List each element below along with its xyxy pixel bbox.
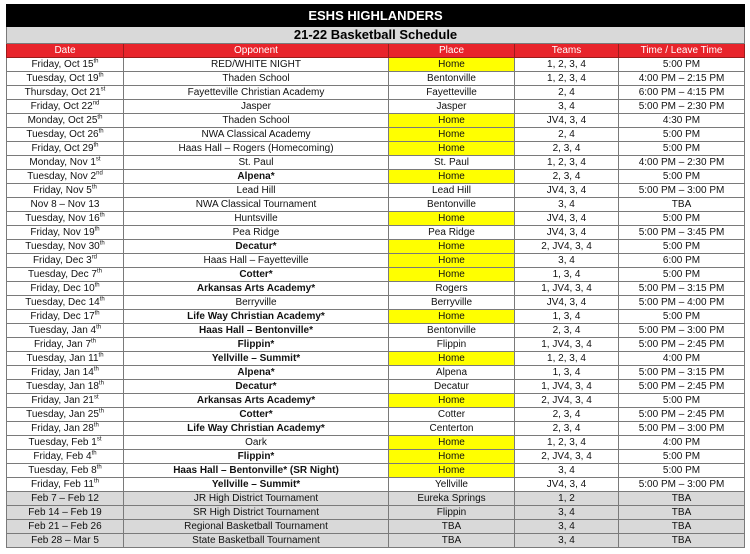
- game-teams: 2, 3, 4: [515, 170, 619, 184]
- game-date-text: Tuesday, Oct 26: [26, 129, 99, 140]
- date-ordinal-suffix: th: [98, 380, 104, 387]
- game-time: TBA: [619, 198, 745, 212]
- game-place: Home: [389, 268, 515, 282]
- game-place: Home: [389, 394, 515, 408]
- game-place: Jasper: [389, 100, 515, 114]
- game-date-text: Tuesday, Dec 7: [28, 269, 97, 280]
- game-time: 5:00 PM: [619, 142, 745, 156]
- date-ordinal-suffix: th: [94, 282, 100, 289]
- game-time: 5:00 PM – 3:00 PM: [619, 324, 745, 338]
- tournament-teams: 1, 2: [515, 492, 619, 506]
- game-teams: 1, JV4, 3, 4: [515, 282, 619, 296]
- game-opponent: Pea Ridge: [124, 226, 389, 240]
- game-row: [7, 394, 745, 408]
- game-time: 5:00 PM – 3:00 PM: [619, 422, 745, 436]
- game-teams: JV4, 3, 4: [515, 478, 619, 492]
- game-date: [7, 422, 124, 436]
- game-date: [7, 184, 124, 198]
- header-place: Place: [389, 44, 515, 58]
- game-row: [7, 240, 745, 254]
- game-place: Bentonville: [389, 324, 515, 338]
- game-place: Bentonville: [389, 198, 515, 212]
- date-ordinal-suffix: st: [96, 436, 102, 443]
- game-row: [7, 114, 745, 128]
- game-date: [7, 254, 124, 268]
- game-date-text: Friday, Nov 19: [30, 227, 95, 238]
- game-place: Home: [389, 114, 515, 128]
- date-ordinal-suffix: th: [91, 184, 97, 191]
- date-ordinal-suffix: th: [98, 128, 104, 135]
- game-opponent: NWA Classical Academy: [124, 128, 389, 142]
- game-time: 5:00 PM: [619, 310, 745, 324]
- game-place: Home: [389, 352, 515, 366]
- date-ordinal-suffix: rd: [91, 254, 98, 261]
- game-date: [7, 282, 124, 296]
- game-date: [7, 450, 124, 464]
- date-ordinal-suffix: th: [98, 72, 104, 79]
- game-date: [7, 156, 124, 170]
- tournament-time: TBA: [619, 520, 745, 534]
- game-row: [7, 226, 745, 240]
- game-date: [7, 394, 124, 408]
- game-place: Home: [389, 254, 515, 268]
- tournament-place: Eureka Springs: [389, 492, 515, 506]
- tournament-date: Feb 21 – Feb 26: [7, 520, 124, 534]
- tournament-date: Feb 28 – Mar 5: [7, 534, 124, 548]
- game-date: [7, 296, 124, 310]
- game-time: 5:00 PM – 4:00 PM: [619, 296, 745, 310]
- tournament-name: Regional Basketball Tournament: [124, 520, 389, 534]
- tournament-place: TBA: [389, 520, 515, 534]
- date-ordinal-suffix: th: [91, 338, 97, 345]
- tournament-name: SR High District Tournament: [124, 506, 389, 520]
- game-date-text: Thursday, Oct 21: [24, 87, 101, 98]
- date-ordinal-suffix: th: [99, 212, 105, 219]
- game-date: [7, 338, 124, 352]
- game-opponent: Haas Hall – Bentonville*: [124, 324, 389, 338]
- game-place: Home: [389, 436, 515, 450]
- game-date: [7, 142, 124, 156]
- game-date-text: Friday, Jan 14: [31, 367, 94, 378]
- game-place: Rogers: [389, 282, 515, 296]
- tournament-place: Flippin: [389, 506, 515, 520]
- game-date: [7, 72, 124, 86]
- game-date-text: Friday, Feb 4: [33, 451, 92, 462]
- date-ordinal-suffix: th: [96, 324, 102, 331]
- game-time: 5:00 PM – 3:00 PM: [619, 184, 745, 198]
- game-place: Home: [389, 58, 515, 72]
- tournament-date: Feb 14 – Feb 19: [7, 506, 124, 520]
- game-date-text: Friday, Oct 29: [31, 143, 94, 154]
- game-date-text: Nov 8 – Nov 13: [30, 199, 100, 210]
- game-date: [7, 464, 124, 478]
- game-time: 5:00 PM – 2:45 PM: [619, 338, 745, 352]
- game-place: St. Paul: [389, 156, 515, 170]
- date-ordinal-suffix: th: [93, 366, 99, 373]
- game-date-text: Tuesday, Feb 1: [28, 437, 97, 448]
- game-row: [7, 324, 745, 338]
- game-row: [7, 436, 745, 450]
- game-opponent: Huntsville: [124, 212, 389, 226]
- game-date-text: Tuesday, Jan 4: [28, 325, 97, 336]
- game-date: [7, 212, 124, 226]
- game-row: [7, 58, 745, 72]
- game-opponent: Haas Hall – Fayetteville: [124, 254, 389, 268]
- game-place: Flippin: [389, 338, 515, 352]
- tournament-time: TBA: [619, 506, 745, 520]
- game-time: 4:00 PM: [619, 352, 745, 366]
- game-opponent: Decatur*: [124, 380, 389, 394]
- game-row: [7, 156, 745, 170]
- game-date-text: Friday, Oct 15: [31, 59, 94, 70]
- game-teams: 2, 3, 4: [515, 324, 619, 338]
- game-time: 6:00 PM – 4:15 PM: [619, 86, 745, 100]
- game-place: Home: [389, 142, 515, 156]
- tournament-teams: 3, 4: [515, 520, 619, 534]
- game-time: 4:00 PM – 2:30 PM: [619, 156, 745, 170]
- date-ordinal-suffix: th: [93, 58, 99, 65]
- game-time: 5:00 PM: [619, 170, 745, 184]
- game-row: [7, 338, 745, 352]
- game-row: [7, 352, 745, 366]
- game-teams: 3, 4: [515, 254, 619, 268]
- date-ordinal-suffix: th: [91, 450, 97, 457]
- game-date-text: Friday, Jan 21: [31, 395, 94, 406]
- game-teams: 1, 2, 3, 4: [515, 58, 619, 72]
- game-opponent: NWA Classical Tournament: [124, 198, 389, 212]
- game-time: 5:00 PM: [619, 394, 745, 408]
- game-date: [7, 114, 124, 128]
- game-teams: 3, 4: [515, 198, 619, 212]
- tournament-row: [7, 534, 745, 548]
- game-time: 5:00 PM – 2:45 PM: [619, 380, 745, 394]
- game-date-text: Friday, Feb 11: [30, 479, 94, 490]
- game-date-text: Friday, Dec 17: [30, 311, 95, 322]
- game-teams: 2, 4: [515, 86, 619, 100]
- game-date-text: Tuesday, Feb 8: [28, 465, 97, 476]
- game-date-text: Tuesday, Oct 19: [26, 73, 99, 84]
- game-date: [7, 198, 124, 212]
- schedule-table: [6, 4, 745, 548]
- game-place: Home: [389, 212, 515, 226]
- game-date-text: Tuesday, Nov 16: [25, 213, 100, 224]
- date-ordinal-suffix: nd: [92, 100, 100, 107]
- game-row: [7, 142, 745, 156]
- game-time: 5:00 PM: [619, 58, 745, 72]
- game-time: 5:00 PM – 2:30 PM: [619, 100, 745, 114]
- game-teams: 1, 3, 4: [515, 268, 619, 282]
- game-opponent: Oark: [124, 436, 389, 450]
- game-row: [7, 366, 745, 380]
- game-row: [7, 100, 745, 114]
- game-opponent: Alpena*: [124, 366, 389, 380]
- game-row: [7, 212, 745, 226]
- game-row: [7, 450, 745, 464]
- game-opponent: Flippin*: [124, 450, 389, 464]
- tournament-teams: 3, 4: [515, 534, 619, 548]
- game-date-text: Monday, Nov 1: [29, 157, 96, 168]
- game-teams: JV4, 3, 4: [515, 212, 619, 226]
- game-opponent: St. Paul: [124, 156, 389, 170]
- game-row: [7, 408, 745, 422]
- tournament-row: [7, 520, 745, 534]
- game-date: [7, 366, 124, 380]
- game-opponent: Yellville – Summit*: [124, 478, 389, 492]
- game-time: 5:00 PM – 2:45 PM: [619, 408, 745, 422]
- game-opponent: Yellville – Summit*: [124, 352, 389, 366]
- header-time: Time / Leave Time: [619, 44, 745, 58]
- date-ordinal-suffix: st: [95, 156, 101, 163]
- game-date: [7, 478, 124, 492]
- game-row: [7, 128, 745, 142]
- tournament-place: TBA: [389, 534, 515, 548]
- date-ordinal-suffix: th: [94, 310, 100, 317]
- game-teams: JV4, 3, 4: [515, 114, 619, 128]
- game-date-text: Tuesday, Nov 2: [27, 171, 97, 182]
- header-opponent: Opponent: [124, 44, 389, 58]
- game-opponent: Decatur*: [124, 240, 389, 254]
- date-ordinal-suffix: th: [98, 408, 104, 415]
- game-place: Decatur: [389, 380, 515, 394]
- game-place: Home: [389, 310, 515, 324]
- game-row: [7, 254, 745, 268]
- game-date-text: Friday, Jan 7: [33, 339, 92, 350]
- tournament-date: Feb 7 – Feb 12: [7, 492, 124, 506]
- game-teams: 1, 2, 3, 4: [515, 352, 619, 366]
- header-row: [7, 44, 745, 58]
- game-date-text: Tuesday, Nov 30: [25, 241, 100, 252]
- game-opponent: RED/WHITE NIGHT: [124, 58, 389, 72]
- tournament-name: JR High District Tournament: [124, 492, 389, 506]
- game-place: Home: [389, 450, 515, 464]
- date-ordinal-suffix: th: [93, 478, 99, 485]
- game-time: 6:00 PM: [619, 254, 745, 268]
- game-opponent: Cotter*: [124, 268, 389, 282]
- game-date-text: Tuesday, Jan 18: [26, 381, 99, 392]
- game-teams: 3, 4: [515, 100, 619, 114]
- game-opponent: Fayetteville Christian Academy: [124, 86, 389, 100]
- game-time: 5:00 PM: [619, 268, 745, 282]
- date-ordinal-suffix: th: [97, 114, 103, 121]
- game-row: [7, 184, 745, 198]
- game-date-text: Monday, Oct 25: [27, 115, 98, 126]
- game-date-text: Friday, Oct 22: [30, 101, 93, 112]
- game-time: 5:00 PM – 3:15 PM: [619, 366, 745, 380]
- game-teams: JV4, 3, 4: [515, 226, 619, 240]
- header-date: Date: [7, 44, 124, 58]
- game-opponent: Flippin*: [124, 338, 389, 352]
- game-opponent: Jasper: [124, 100, 389, 114]
- game-row: [7, 464, 745, 478]
- game-teams: 1, 2, 3, 4: [515, 156, 619, 170]
- date-ordinal-suffix: th: [93, 142, 99, 149]
- game-row: [7, 422, 745, 436]
- game-date-text: Friday, Nov 5: [33, 185, 92, 196]
- game-place: Berryville: [389, 296, 515, 310]
- date-ordinal-suffix: st: [100, 86, 106, 93]
- game-place: Pea Ridge: [389, 226, 515, 240]
- game-teams: 2, JV4, 3, 4: [515, 450, 619, 464]
- game-time: 5:00 PM – 3:15 PM: [619, 282, 745, 296]
- game-row: [7, 86, 745, 100]
- game-teams: 2, 3, 4: [515, 422, 619, 436]
- game-opponent: Haas Hall – Bentonville* (SR Night): [124, 464, 389, 478]
- game-date: [7, 408, 124, 422]
- date-ordinal-suffix: th: [93, 422, 99, 429]
- game-opponent: Haas Hall – Rogers (Homecoming): [124, 142, 389, 156]
- game-opponent: Alpena*: [124, 170, 389, 184]
- date-ordinal-suffix: th: [96, 464, 102, 471]
- date-ordinal-suffix: th: [98, 352, 104, 359]
- game-date: [7, 170, 124, 184]
- game-opponent: Thaden School: [124, 114, 389, 128]
- game-row: [7, 478, 745, 492]
- game-date: [7, 240, 124, 254]
- game-teams: 3, 4: [515, 464, 619, 478]
- game-opponent: Lead Hill: [124, 184, 389, 198]
- game-opponent: Cotter*: [124, 408, 389, 422]
- game-place: Home: [389, 464, 515, 478]
- game-place: Cotter: [389, 408, 515, 422]
- game-row: [7, 380, 745, 394]
- tournament-row: [7, 506, 745, 520]
- game-date: [7, 58, 124, 72]
- date-ordinal-suffix: st: [93, 394, 99, 401]
- game-time: 5:00 PM – 3:00 PM: [619, 478, 745, 492]
- game-date-text: Tuesday, Dec 14: [25, 297, 100, 308]
- school-title: ESHS HIGHLANDERS: [7, 5, 745, 27]
- game-date-text: Friday, Jan 28: [31, 423, 94, 434]
- game-teams: 1, JV4, 3, 4: [515, 380, 619, 394]
- schedule-document: [6, 4, 744, 548]
- game-time: 5:00 PM: [619, 240, 745, 254]
- game-date: [7, 226, 124, 240]
- game-date-text: Friday, Dec 3: [32, 255, 92, 266]
- header-teams: Teams: [515, 44, 619, 58]
- game-date: [7, 324, 124, 338]
- game-date-text: Friday, Dec 10: [30, 283, 95, 294]
- game-teams: 1, 2, 3, 4: [515, 72, 619, 86]
- game-date-text: Tuesday, Jan 11: [26, 353, 99, 364]
- game-row: [7, 198, 745, 212]
- game-time: 5:00 PM: [619, 464, 745, 478]
- game-row: [7, 282, 745, 296]
- tournament-name: State Basketball Tournament: [124, 534, 389, 548]
- game-teams: 1, JV4, 3, 4: [515, 338, 619, 352]
- game-time: 5:00 PM: [619, 450, 745, 464]
- game-place: Alpena: [389, 366, 515, 380]
- date-ordinal-suffix: nd: [96, 170, 103, 177]
- game-date-text: Tuesday, Jan 25: [26, 409, 99, 420]
- game-opponent: Arkansas Arts Academy*: [124, 282, 389, 296]
- game-teams: JV4, 3, 4: [515, 184, 619, 198]
- game-teams: 2, JV4, 3, 4: [515, 240, 619, 254]
- game-row: [7, 310, 745, 324]
- game-date: [7, 436, 124, 450]
- date-ordinal-suffix: th: [99, 240, 105, 247]
- game-date: [7, 100, 124, 114]
- game-date: [7, 268, 124, 282]
- game-teams: 1, 3, 4: [515, 310, 619, 324]
- tournament-teams: 3, 4: [515, 506, 619, 520]
- game-place: Lead Hill: [389, 184, 515, 198]
- game-teams: 1, 2, 3, 4: [515, 436, 619, 450]
- game-date: [7, 86, 124, 100]
- game-date: [7, 310, 124, 324]
- date-ordinal-suffix: th: [99, 296, 105, 303]
- game-teams: 2, JV4, 3, 4: [515, 394, 619, 408]
- game-time: 4:00 PM: [619, 436, 745, 450]
- tournament-time: TBA: [619, 534, 745, 548]
- game-teams: 1, 3, 4: [515, 366, 619, 380]
- game-place: Home: [389, 128, 515, 142]
- game-row: [7, 72, 745, 86]
- game-opponent: Life Way Christian Academy*: [124, 310, 389, 324]
- game-time: 5:00 PM: [619, 212, 745, 226]
- game-row: [7, 268, 745, 282]
- game-place: Home: [389, 240, 515, 254]
- game-opponent: Life Way Christian Academy*: [124, 422, 389, 436]
- game-teams: JV4, 3, 4: [515, 296, 619, 310]
- date-ordinal-suffix: th: [94, 226, 100, 233]
- game-date: [7, 352, 124, 366]
- date-ordinal-suffix: th: [96, 268, 102, 275]
- game-opponent: Thaden School: [124, 72, 389, 86]
- game-teams: 2, 4: [515, 128, 619, 142]
- game-place: Centerton: [389, 422, 515, 436]
- game-time: 4:00 PM – 2:15 PM: [619, 72, 745, 86]
- game-time: 4:30 PM: [619, 114, 745, 128]
- game-teams: 2, 3, 4: [515, 142, 619, 156]
- game-date: [7, 380, 124, 394]
- game-place: Bentonville: [389, 72, 515, 86]
- school-title-row: [7, 5, 745, 27]
- game-time: 5:00 PM: [619, 128, 745, 142]
- game-place: Yellville: [389, 478, 515, 492]
- game-time: 5:00 PM – 3:45 PM: [619, 226, 745, 240]
- game-place: Home: [389, 170, 515, 184]
- game-row: [7, 170, 745, 184]
- tournament-row: [7, 492, 745, 506]
- schedule-title-row: [7, 27, 745, 44]
- game-opponent: Berryville: [124, 296, 389, 310]
- game-teams: 2, 3, 4: [515, 408, 619, 422]
- game-date: [7, 128, 124, 142]
- game-row: [7, 296, 745, 310]
- schedule-title: 21-22 Basketball Schedule: [7, 27, 745, 44]
- tournament-time: TBA: [619, 492, 745, 506]
- game-place: Fayetteville: [389, 86, 515, 100]
- game-opponent: Arkansas Arts Academy*: [124, 394, 389, 408]
